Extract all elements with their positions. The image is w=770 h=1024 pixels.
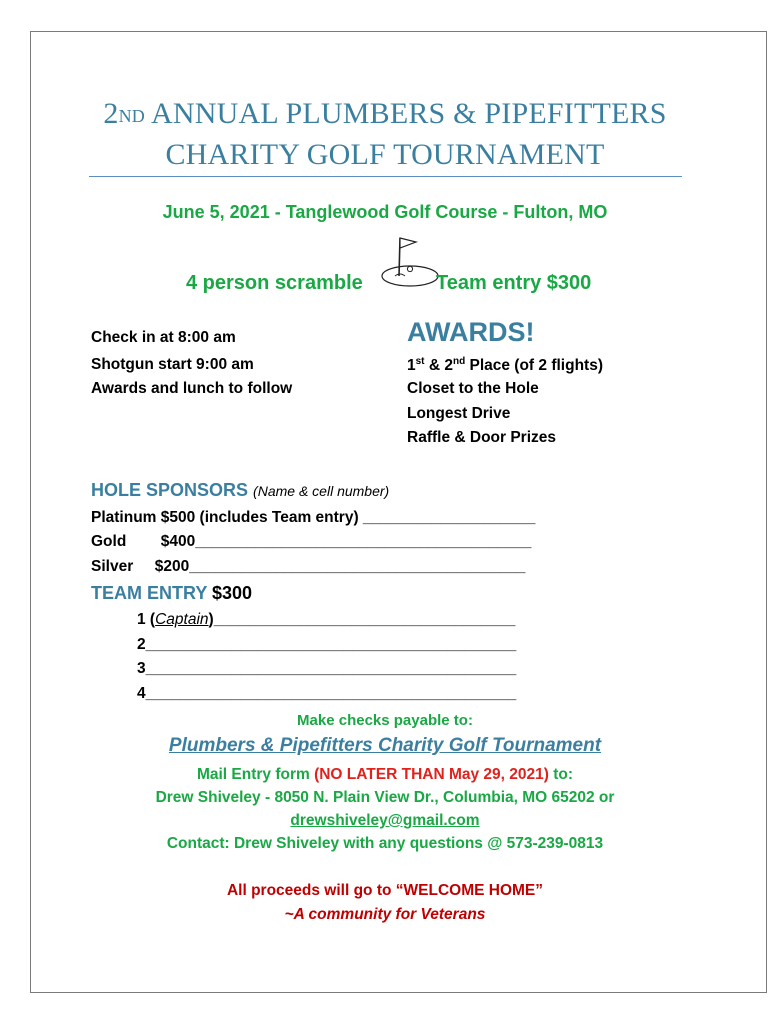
- award-item: Longest Drive: [407, 405, 511, 422]
- mailing-address: Drew Shiveley - 8050 N. Plain View Dr., Columbia, MO 65202 or: [155, 789, 615, 806]
- proceeds-beneficiary: ~A community for Veterans: [284, 906, 486, 923]
- award-item: Raffle & Door Prizes: [407, 429, 557, 446]
- payable-to-label: Make checks payable to:: [297, 712, 473, 729]
- sponsor-platinum-line[interactable]: Platinum $500 (includes Team entry) ____________________: [91, 509, 536, 526]
- mail-instructions: Mail Entry form (NO LATER THAN May 29, 2021) to:: [196, 766, 574, 783]
- contact-email-link[interactable]: drewshiveley@gmail.com: [290, 812, 480, 829]
- title-divider: [89, 176, 682, 177]
- award-item: Closet to the Hole: [407, 380, 539, 397]
- team-member-1-line[interactable]: 1 (Captain)___________________________________: [137, 611, 516, 628]
- event-details: June 5, 2021 - Tanglewood Golf Course - Fulton, MO: [162, 202, 608, 222]
- awards-heading: AWARDS!: [407, 317, 535, 347]
- sponsor-gold-line[interactable]: Gold $400_______________________________________: [91, 533, 532, 550]
- schedule-awards-lunch: Awards and lunch to follow: [91, 380, 293, 397]
- sponsor-silver-line[interactable]: Silver $200_______________________________________: [91, 558, 526, 575]
- schedule-checkin: Check in at 8:00 am: [91, 329, 236, 346]
- golf-flag-icon: [376, 232, 440, 290]
- schedule-shotgun: Shotgun start 9:00 am: [91, 356, 254, 373]
- contact-phone: Contact: Drew Shiveley with any questions @ 573-239-0813: [166, 835, 604, 852]
- event-format: 4 person scramble: [186, 272, 363, 294]
- payee-name: Plumbers & Pipefitters Charity Golf Tournament: [168, 735, 602, 756]
- team-member-4-line[interactable]: 4___________________________________________: [137, 685, 517, 702]
- hole-sponsors-heading: HOLE SPONSORS (Name & cell number): [91, 480, 390, 500]
- team-member-2-line[interactable]: 2___________________________________________: [137, 636, 517, 653]
- team-member-3-line[interactable]: 3___________________________________________: [137, 660, 517, 677]
- team-entry-heading: TEAM ENTRY $300: [91, 583, 253, 603]
- team-entry-price: Team entry $300: [436, 272, 592, 294]
- page-title-line1: 2ND ANNUAL PLUMBERS & PIPEFITTERS: [103, 97, 667, 130]
- proceeds-statement: All proceeds will go to “WELCOME HOME”: [226, 882, 544, 899]
- page-title-line2: CHARITY GOLF TOURNAMENT: [165, 138, 605, 171]
- award-place: 1st & 2nd Place (of 2 flights): [407, 356, 603, 375]
